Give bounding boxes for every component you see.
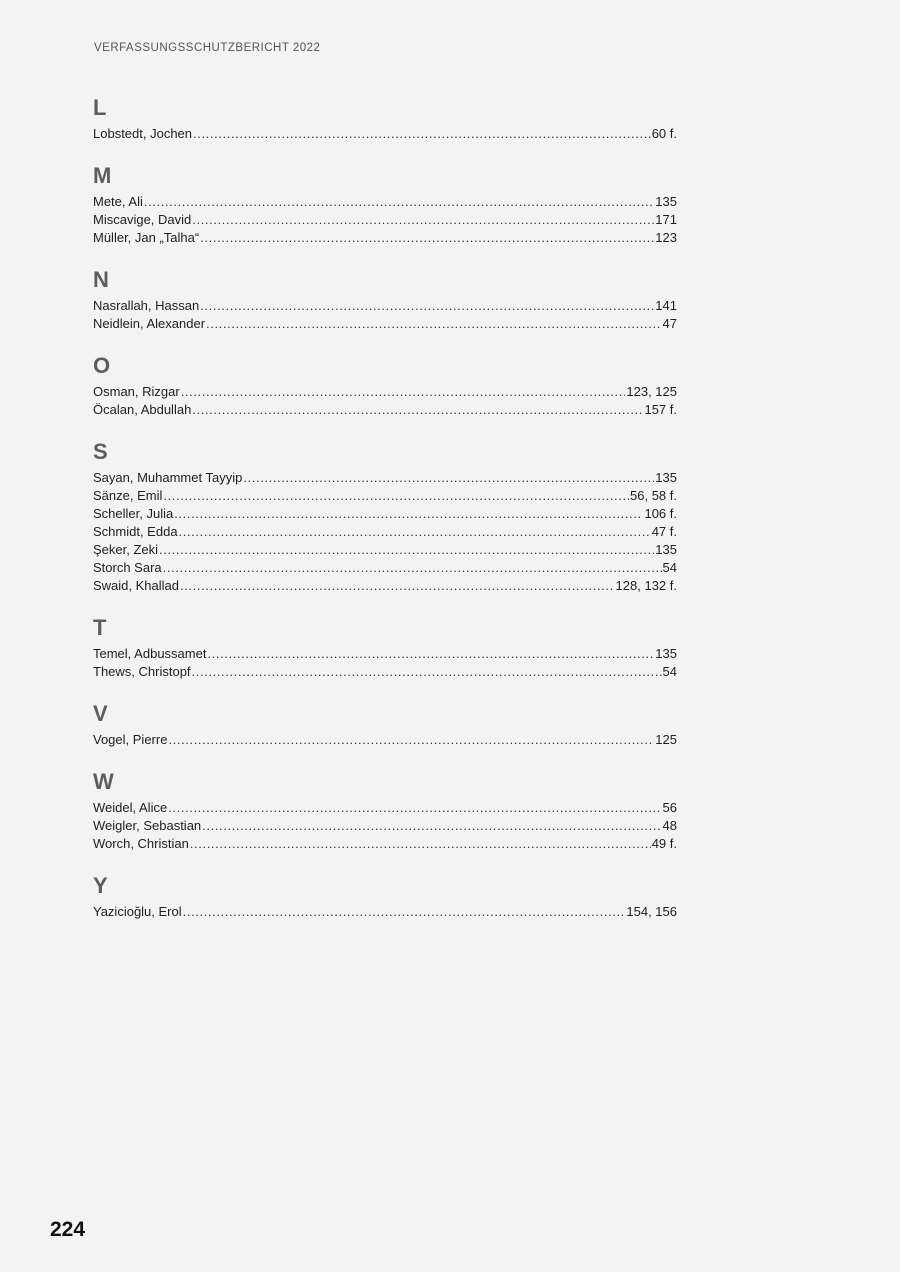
- running-header: VERFASSUNGSSCHUTZBERICHT 2022: [94, 42, 321, 54]
- entry-pages: 54: [662, 560, 677, 575]
- entry-pages: 54: [662, 664, 677, 679]
- entry-name: Swaid, Khallad: [93, 578, 179, 593]
- dot-leader: [200, 297, 654, 315]
- dot-leader: [200, 229, 654, 247]
- entry-pages: 171: [655, 212, 677, 227]
- dot-leader: [168, 799, 661, 817]
- entry-pages: 56: [662, 800, 677, 815]
- index-section-y: [93, 873, 677, 921]
- entry-name: Thews, Christopf: [93, 664, 191, 679]
- entry-pages: 106 f.: [644, 506, 677, 521]
- dot-leader: [174, 505, 643, 523]
- entry-pages: 135: [655, 470, 677, 485]
- entry-list: [93, 469, 677, 595]
- dot-leader: [144, 193, 654, 211]
- section-letter: V: [93, 701, 108, 726]
- dot-leader: [190, 835, 651, 853]
- entry-name: Miscavige, David: [93, 212, 192, 227]
- section-letter: T: [93, 615, 107, 640]
- dot-leader: [207, 645, 654, 663]
- dot-leader: [163, 559, 662, 577]
- index-entry: [93, 541, 677, 559]
- index-section-w: [93, 769, 677, 853]
- index-entry: [93, 229, 677, 247]
- entry-name: Osman, Rizgar: [93, 384, 180, 399]
- entry-pages: 157 f.: [644, 402, 677, 417]
- section-letter: M: [93, 163, 112, 188]
- index-entry: [93, 577, 677, 595]
- entry-list: [93, 125, 677, 143]
- entry-pages: 135: [655, 542, 677, 557]
- entry-pages: 135: [655, 194, 677, 209]
- section-letter: Y: [93, 873, 108, 898]
- entry-pages: 125: [655, 732, 677, 747]
- index-entry: [93, 297, 677, 315]
- index-entry: [93, 523, 677, 541]
- section-letter: W: [93, 769, 114, 794]
- entry-name: Öcalan, Abdullah: [93, 402, 192, 417]
- entry-pages: 123, 125: [626, 384, 677, 399]
- entry-pages: 56, 58 f.: [630, 488, 677, 503]
- dot-leader: [163, 487, 629, 505]
- entry-pages: 47 f.: [651, 524, 677, 539]
- index-entry: [93, 211, 677, 229]
- entry-pages: 60 f.: [651, 126, 677, 141]
- index-entry: [93, 817, 677, 835]
- entry-list: [93, 645, 677, 681]
- dot-leader: [183, 903, 626, 921]
- index-section-o: [93, 353, 677, 419]
- dot-leader: [193, 125, 651, 143]
- entry-name: Neidlein, Alexander: [93, 316, 206, 331]
- entry-pages: 154, 156: [626, 904, 677, 919]
- entry-pages: 49 f.: [651, 836, 677, 851]
- entry-name: Sayan, Muhammet Tayyip: [93, 470, 243, 485]
- index-entry: [93, 835, 677, 853]
- entry-name: Vogel, Pierre: [93, 732, 168, 747]
- name-index: [93, 95, 677, 941]
- entry-list: [93, 383, 677, 419]
- dot-leader: [192, 211, 654, 229]
- index-entry: [93, 645, 677, 663]
- entry-name: Scheller, Julia: [93, 506, 174, 521]
- entry-name: Worch, Christian: [93, 836, 189, 851]
- entry-name: Schmidt, Edda: [93, 524, 178, 539]
- entry-name: Temel, Adbussamet: [93, 646, 207, 661]
- entry-name: Şeker, Zeki: [93, 542, 159, 557]
- entry-name: Sänze, Emil: [93, 488, 163, 503]
- index-entry: [93, 799, 677, 817]
- dot-leader: [206, 315, 662, 333]
- index-section-l: [93, 95, 677, 143]
- entry-pages: 47: [662, 316, 677, 331]
- index-entry: [93, 469, 677, 487]
- index-entry: [93, 731, 677, 749]
- index-entry: [93, 663, 677, 681]
- dot-leader: [192, 663, 662, 681]
- section-letter: L: [93, 95, 107, 120]
- index-section-s: [93, 439, 677, 595]
- entry-name: Storch Sara: [93, 560, 162, 575]
- entry-name: Lobstedt, Jochen: [93, 126, 193, 141]
- dot-leader: [180, 577, 615, 595]
- dot-leader: [159, 541, 654, 559]
- index-section-n: [93, 267, 677, 333]
- section-letter: O: [93, 353, 111, 378]
- page-number: 224: [50, 1218, 86, 1241]
- section-letter: S: [93, 439, 108, 464]
- index-section-m: [93, 163, 677, 247]
- index-entry: [93, 505, 677, 523]
- entry-list: [93, 297, 677, 333]
- entry-list: [93, 193, 677, 247]
- index-entry: [93, 193, 677, 211]
- entry-name: Nasrallah, Hassan: [93, 298, 200, 313]
- entry-pages: 48: [662, 818, 677, 833]
- index-entry: [93, 401, 677, 419]
- entry-list: [93, 903, 677, 921]
- dot-leader: [243, 469, 654, 487]
- entry-name: Mete, Ali: [93, 194, 143, 209]
- dot-leader: [179, 523, 651, 541]
- index-section-t: [93, 615, 677, 681]
- entry-pages: 141: [655, 298, 677, 313]
- section-letter: N: [93, 267, 109, 292]
- index-entry: [93, 315, 677, 333]
- index-section-v: [93, 701, 677, 749]
- dot-leader: [192, 401, 643, 419]
- index-entry: [93, 125, 677, 143]
- index-entry: [93, 383, 677, 401]
- entry-list: [93, 731, 677, 749]
- index-entry: [93, 487, 677, 505]
- index-entry: [93, 559, 677, 577]
- entry-name: Yazicioğlu, Erol: [93, 904, 182, 919]
- dot-leader: [168, 731, 654, 749]
- entry-pages: 128, 132 f.: [615, 578, 677, 593]
- entry-name: Weigler, Sebastian: [93, 818, 202, 833]
- index-entry: [93, 903, 677, 921]
- dot-leader: [202, 817, 661, 835]
- entry-pages: 135: [655, 646, 677, 661]
- entry-name: Müller, Jan „Talha“: [93, 230, 200, 245]
- entry-pages: 123: [655, 230, 677, 245]
- dot-leader: [181, 383, 626, 401]
- entry-name: Weidel, Alice: [93, 800, 168, 815]
- entry-list: [93, 799, 677, 853]
